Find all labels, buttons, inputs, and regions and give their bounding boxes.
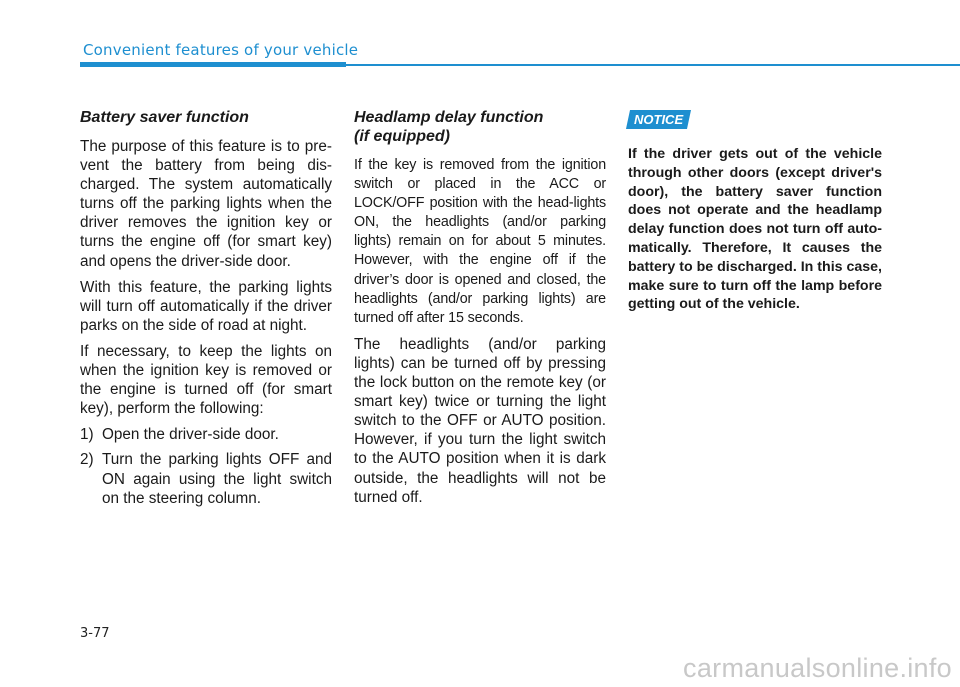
headlamp-delay-column — [354, 108, 606, 514]
battery-saver-paragraph: The purpose of this feature is to pre-vent the battery from being dis-charged. The system automatically turns off the parking lights when the driver removes the ignition key or turns the engine off (for smart key) and opens the driver-side door. — [80, 138, 332, 270]
header-rule-thick — [80, 62, 346, 67]
step-number: 2) — [80, 451, 94, 469]
step-item — [80, 425, 332, 444]
page-number: 3-77 — [80, 626, 110, 641]
step-number: 1) — [80, 426, 94, 444]
watermark: carmanualsonline.info — [683, 653, 952, 683]
headlamp-delay-subtitle: (if equipped) — [354, 128, 450, 145]
headlamp-delay-title: Headlamp delay function — [354, 109, 544, 126]
battery-saver-heading: Battery saver function — [80, 109, 249, 126]
header-rule-thin — [346, 64, 960, 66]
battery-saver-paragraph: If necessary, to keep the lights on when the ignition key is removed or the engine is turned off (for smart key), perform the following: — [80, 342, 332, 418]
notice-column — [628, 108, 882, 314]
notice-badge-label: NOTICE — [634, 112, 684, 127]
notice-text: If the driver gets out of the vehicle through other doors (except driver's door), the battery saver function does not operate and the headlamp delay function does not turn off auto-matically. Therefore, It causes the battery to be discharged. In this case, make sure to turn off the lamp before getting out of the vehicle. — [628, 146, 882, 313]
step-text: Open the driver-side door. — [102, 426, 279, 444]
section-header: Convenient features of your vehicle — [83, 41, 359, 59]
battery-saver-paragraph: With this feature, the parking lights will turn off automatically if the driver parks on the side of road at night. — [80, 278, 332, 334]
notice-badge — [626, 110, 691, 129]
step-text: Turn the parking lights OFF and ON again using the light switch on the steering column. — [102, 451, 332, 507]
headlamp-delay-heading — [354, 108, 606, 146]
battery-saver-column — [80, 108, 332, 514]
headlamp-delay-paragraph: The headlights (and/or parking lights) can be turned off by pressing the lock button on the remote key (or smart key) twice or turning the light switch to the OFF or AUTO position. However, if you turn the light switch to the AUTO position when it is dark outside, the headlights will not be turned off. — [354, 335, 606, 506]
step-item — [80, 450, 332, 507]
headlamp-delay-paragraph: If the key is removed from the ignition switch or placed in the ACC or LOCK/OFF position with the head-lights ON, the headlights (and/or parking lights) remain on for about 5 minutes. However, with the engine off if the driver’s door is opened and closed, the headlights (and/or parking lights) are turned off after 15 seconds. — [354, 157, 606, 326]
